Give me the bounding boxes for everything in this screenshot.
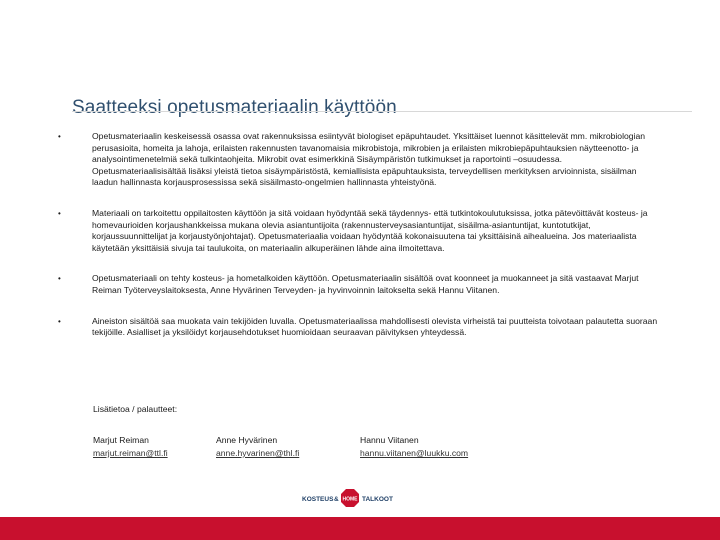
contact-name: Hannu Viitanen: [360, 435, 419, 445]
contact-name: Marjut Reiman: [93, 435, 149, 445]
logo-left-text: KOSTEUS: [302, 496, 334, 503]
contact-person: [93, 434, 168, 460]
contact-email-link[interactable]: marjut.reiman@ttl.fi: [93, 448, 168, 458]
contact-email-link[interactable]: anne.hyvarinen@thl.fi: [216, 448, 300, 458]
bullet-text: Opetusmateriaalin keskeisessä osassa ovat rakennuksissa esiintyvät biologiset epäpuhtaudet. Yksittäiset luennot käsittelevät mm. mikrobiologian perusasioita, homeita ja lahoja, erilaisten rakennusten tavanomaisia mikrobistoja, mikrobien ja erilaisten mikrobiepäpuhtauksien näytteenotto- ja analysointimenetelmiä sekä tulkintaohjeita. Mikrobit ovat esimerkkinä Sisäympäristön tutkimukset ja raportointi –osuudessa. Opetusmateriaalisisältää lisäksi yleistä tietoa sisäympäristöstä, kemiallisista epäpuhtauksista, terveydellisen merkityksen arvioinnista, sisäilman laadun hallinnasta korjausprosessissa sekä sisäilmasto-ongelmien hallinnasta yhteistyönä.: [92, 131, 646, 188]
kosteus-home-talkoot-logo: [302, 486, 407, 510]
footer-bar: [0, 517, 720, 540]
contact-person: [360, 434, 468, 460]
bullet-dot-icon: •: [58, 208, 61, 218]
contact-heading: Lisätietoa / palautteet:: [93, 404, 178, 414]
logo-amp-text: &: [334, 496, 339, 503]
contact-email-link[interactable]: hannu.viitanen@luukku.com: [360, 448, 469, 458]
bullet-item: [58, 273, 658, 296]
bullet-text: Aineiston sisältöä saa muokata vain tekijöiden luvalla. Opetusmateriaalissa mahdollisesti olevista virheistä tai puutteista toivotaan palautetta suoraan tekijöille. Asialliset ja yksilöidyt korjausehdotukset huomioidaan seuraavan päivityksen yhteydessä.: [92, 315, 658, 338]
bullet-dot-icon: •: [58, 132, 61, 141]
title-divider: [72, 111, 692, 112]
page-title: Saatteeksi opetusmateriaalin käyttöön: [72, 96, 397, 118]
bullet-item: [58, 131, 658, 189]
logo-sign-text: HOME: [342, 496, 358, 503]
bullet-list: [58, 131, 658, 358]
contact-list: [93, 434, 513, 464]
contact-name: Anne Hyvärinen: [216, 435, 278, 445]
bullet-item: [58, 208, 658, 254]
bullet-dot-icon: •: [58, 274, 61, 284]
bullet-item: [58, 316, 658, 339]
bullet-text: Opetusmateriaali on tehty kosteus- ja hometalkoiden käyttöön. Opetusmateriaalin sisältöä ovat koonneet ja muokanneet ja sitä vastaavat Marjut Reiman Työterveyslaitoksesta, Anne Hyvärinen Terveyden- ja hyvinvoinnin laitokselta sekä Hannu Viitanen.: [92, 273, 639, 295]
contact-person: [216, 434, 299, 460]
bullet-dot-icon: •: [58, 316, 61, 326]
bullet-text: Materiaali on tarkoitettu oppilaitosten käyttöön ja sitä voidaan hyödyntää sekä täydennys- että tutkintokoulutuksissa, jotka pätevöittävät kosteus- ja homevaurioiden korjaushankkeissa mukana olevia asiantuntijoita (rakennusterveysasiantuntijat, sisäilma-asiantuntijat, kuntotutkijat, korjaussuunnittelijat ja korjaustyönjohtajat). Opetusmateriaalia voidaan hyödyntää kokonaisuutena tai yksittäisinä aihealueina. Jos materiaalista käytetään yksittäisiä sivuja tai taulukoita, on materiaalin alkuperäinen lähde aina ilmoitettava.: [92, 207, 648, 253]
logo-right-text: TALKOOT: [362, 496, 393, 503]
